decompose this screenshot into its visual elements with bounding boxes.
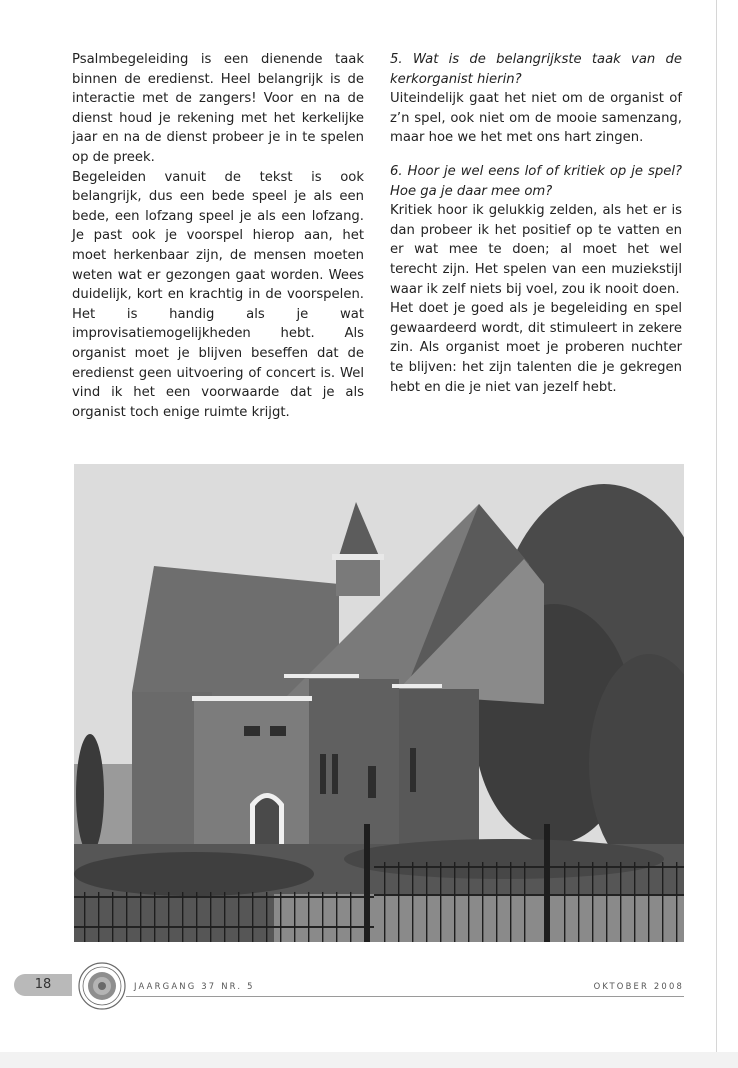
question-5: 5. Wat is de belangrijkste taak van de kerkorganist hierin? <box>390 52 682 87</box>
question-6: 6. Hoor je wel eens lof of kritiek op je spel? Hoe ga je daar mee om? <box>390 163 682 199</box>
paragraph-accompany-text: Begeleiden vanuit de tekst is ook belangrijk, dus een bede speel je als een bede, een lofzang speel je als een lofzang. Je past ook je voorspel hierop aan, het moet herkenbaar zijn, de mensen moeten weten wat er gezongen gaat worden. Wees duidelijk, kort en krachtig in de voorspelen. Het is handig als je wat improvisatiemogelijkheden hebt. Als organist moet je blijven beseffen dat de eredienst geen uitvoering of concert is. Wel vind ik het een voorwaarde dat je als organist toch enige ruimte krijgt. <box>72 169 364 420</box>
paragraph-psalm-accompaniment: Psalmbegeleiding is een dienende taak binnen de eredienst. Heel belangrijk is de interactie met de zangers! Voor en na de dienst houd je rekening met het kerkelijke jaar en na de dienst probeer je in te spelen op de preek. <box>72 52 364 165</box>
footer-rule <box>126 996 684 997</box>
left-text-column <box>72 50 364 422</box>
footer-issue: JAARGANG 37 NR. 5 <box>134 981 255 991</box>
church-photo <box>74 464 684 942</box>
page-bottom-margin <box>0 1052 738 1068</box>
answer-6-part-1: Kritiek hoor ik gelukkig zelden, als het er is dan probeer ik het positief op te vatten en er wat mee te doen; al moet het wel terecht zijn. Het spelen van een muziekstijl waar ik zelf niets bij voel, zou ik nooit doen. <box>390 203 682 297</box>
answer-5: Uiteindelijk gaat het niet om de organist of z’n spel, ook niet om de mooie samenzang, maar hoe we het met ons hart zingen. <box>390 91 682 146</box>
page-number: 18 <box>14 974 72 996</box>
magazine-seal-icon <box>78 962 126 1010</box>
right-text-column <box>390 50 682 397</box>
answer-6-part-2: Het doet je goed als je begeleiding en spel gewaardeerd wordt, dit stimuleert in zekere zin. Als organist moet je proberen nuchter te blijven: het zijn talenten die je gekregen hebt en die je niet van jezelf hebt. <box>390 301 682 395</box>
page-edge <box>716 0 717 1052</box>
footer-date: OKTOBER 2008 <box>593 981 684 991</box>
